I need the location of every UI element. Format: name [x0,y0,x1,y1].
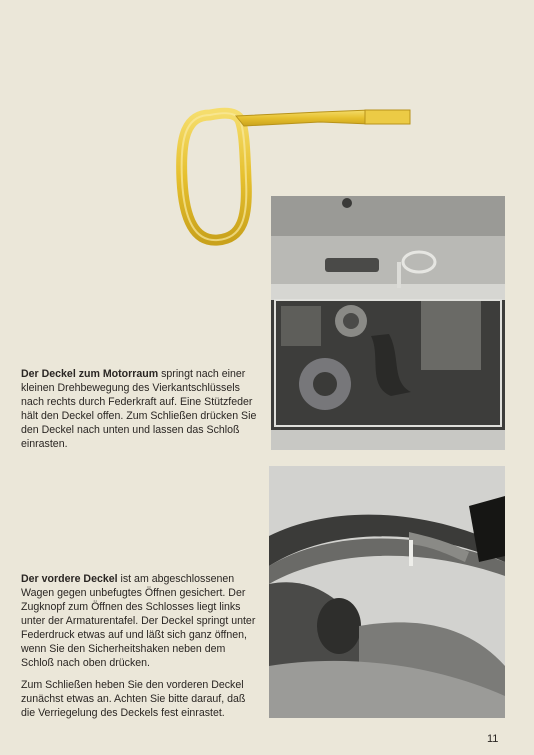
front-lid-lead: Der vordere Deckel [21,573,118,585]
closing-paragraph: Zum Schließen heben Sie den vorderen Deckel zunächst etwas an. Achten Sie bitte darauf, daß die Verriegelung des Deckels fest einrastet. [21,679,246,719]
front-lid-photo [269,466,505,718]
engine-compartment-photo [271,196,505,450]
engine-lid-lead: Der Deckel zum Motorraum [21,368,159,380]
front-lid-paragraph [21,572,261,670]
engine-lid-paragraph [21,367,261,451]
page-number: 11 [487,733,499,745]
engine-lid-text: springt nach einer kleinen Drehbewegung des Vierkantschlüssels nach rechts durch Federkraft auf. Eine Stützfeder hält den Deckel offen. Zum Schließen drücken Sie den Deckel nach unten und lassen das Schloß einrasten. [21,368,257,450]
front-lid-text: ist am abgeschlossenen Wagen gegen unbefugtes Öffnen gesichert. Der Zugknopf zum Öffnen des Schlosses liegt links unter der Armaturentafel. Der Deckel springt unter Federdruck etwas auf und läßt sich ganz öffnen, wenn Sie den Sicherheitshaken neben dem Schloß nach oben drücken. [21,573,256,669]
